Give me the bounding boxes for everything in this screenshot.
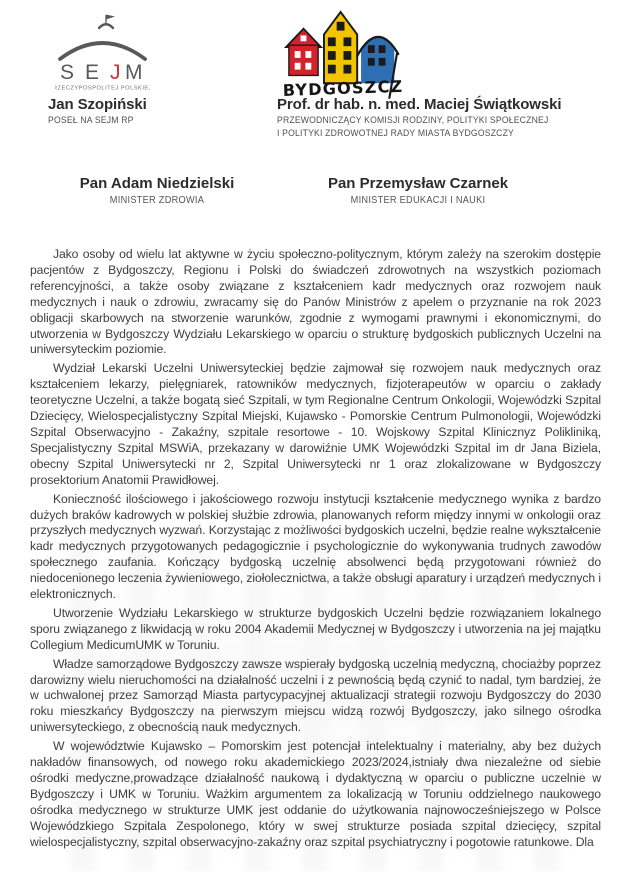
sejm-subtitle: RZECZYPOSPOLITEJ POLSKIEJ xyxy=(55,85,150,92)
recipient-left xyxy=(57,175,257,206)
bydgoszcz-wordmark: BYDGOSZCZ xyxy=(283,76,404,100)
paragraph-5: Władze samorządowe Bydgoszczy zawsze wspierały bydgoską uczelnią medyczną, chociażby poprzez darowizny wielu nieruchomości na działalność uczelni i z pewnością będą czynić to nadal, tym bardziej, że w uchwalonej przez Samorząd Miasta partycypacyjnej aktualizacji strategii rozwoju Bydgoszczy do 2030 roku mieszkańcy Bydgoszczy na pierwszym miejscu widzą rozwój Bydgoszczy, jako silnego ośrodka uniwersyteckiego, z obecnością nauk medycznych. xyxy=(30,656,601,735)
sejm-letter-e: E xyxy=(85,61,100,84)
sejm-dome-icon xyxy=(60,43,145,59)
bydgoszcz-logo-icon xyxy=(283,6,405,101)
sender-right-name: Prof. dr hab. n. med. Maciej Świątkowski xyxy=(277,96,562,113)
sejm-letter-s: S xyxy=(60,61,75,84)
sejm-lantern-icon xyxy=(99,24,113,28)
recipient-right xyxy=(303,175,533,206)
yellow-house-icon xyxy=(324,12,357,83)
paragraph-1: Jako osoby od wielu lat aktywne w życiu społeczno-politycznym, którym zależy na szerokim dostępie pacjentów z Bydgoszczy, Regionu i Polski do świadczeń zdrowotnych na wszystkich poziomach referencyjności, a także osoby związane z kształceniem kadr medycznych oraz rozwojem nauk medycznych i nauk o zdrowiu, zwracamy się do Panów Ministrów z apelem o przyznanie na rok 2023 obligacji skarbowych na stworzenie warunków, zgodnie z wymogami prawnymi i ekonomicznymi, do utworzenia w Bydgoszczy Wydziału Lekarskiego w oparciu o strukturę bydgoskich publicznych Uczelni na uniwersyteckim poziomie. xyxy=(30,247,601,357)
sejm-flag-icon xyxy=(106,15,115,20)
sender-left-title: POSEŁ NA SEJM RP xyxy=(48,115,134,125)
sender-left-name: Jan Szopiński xyxy=(48,96,147,113)
sejm-wordmark xyxy=(60,61,143,84)
paragraph-4: Utworzenie Wydziału Lekarskiego w strukturze bydgoskich Uczelni będzie rozwiązaniem lokalnego sporu związanego z likwidacją w roku 2004 Akademii Medycznej w Bydgoszczy i utworzenia na jej majątku Collegium MedicumUMK w Toruniu. xyxy=(30,605,601,652)
sender-right-title-line2: I POLITYKI ZDROWOTNEJ RADY MIASTA BYDGOSZCZY xyxy=(277,128,515,138)
paragraph-6: W województwie Kujawsko – Pomorskim jest potencjał intelektualny i materialny, aby bez dużych nakładów finansowych, od nowego roku akademickiego 2023/2024,istniały dwa niezależne od siebie ośrodki medyczne,prowadzące działalność naukową i dydaktyczną w oparciu o publiczne uczelnie w Bydgoszczy i UMK w Toruniu. Ważkim argumentem za lokalizacją w Toruniu oddzielnego naukowego ośrodka medycznego w strukturze UMK jest oddanie do użytkowania najnowocześniejszego w Polsce Wojewódzkiego Szpitala Zespolonego, który w swej strukturze posiada szpital dziecięcy, szpital wielospecjalistyczny, szpital obserwacyjno-zakaźny oraz szpital psychiatryczny i pogotowie ratunkowe. Dla xyxy=(30,739,601,849)
paragraph-3: Konieczność ilościowego i jakościowego rozwoju instytucji kształcenie medycznego wynika z bardzo dużych braków kadrowych w polskiej służbie zdrowia, planowanych reform między innymi w onkologii oraz przyszłych medycznych wyzwań. Korzystając z możliwości bydgoskich uczelni, będzie realne wykształcenie kadr medycznych przygotowanych pedagogicznie i psychologicznie do wykonywania trudnych zawodów społecznego zaufania. Kończący bydgoską uczelnię absolwenci będą przygotowani również do niedocenionego leczenia żywieniowego, ziołolecznictwa, a także obsługi aparatury i urządzeń medycznych i elektronicznych. xyxy=(30,491,601,602)
sender-right xyxy=(277,96,569,139)
bydgoszcz-logo xyxy=(283,6,405,106)
letter-body xyxy=(30,247,601,854)
recipient-right-name: Pan Przemysław Czarnek xyxy=(327,175,509,192)
recipient-right-title: MINISTER EDUKACJI I NAUKI xyxy=(350,195,486,206)
sejm-letter-j: J xyxy=(110,61,121,84)
sender-right-title-line1: PRZEWODNICZĄCY KOMISJI RODZINY, POLITYKI SPOŁECZNEJ xyxy=(277,115,549,125)
sejm-logo xyxy=(55,12,150,97)
paragraph-2: Wydział Lekarski Uczelni Uniwersyteckiej będzie zajmował się rozwojem nauk medycznych oraz kształceniem lekarzy, pielęgniarek, ratowników medycznych, fizjoterapeutów w oparciu o zakłady teoretyczne Uczelni, a także bogatą sieć Szpitali, w tym Regionalne Centrum Onkologii, Wojewódzki Szpital Dziecięcy, Wielospecjalistyczny Szpital Miejski, Kujawsko - Pomorskie Centrum Pulmonologii, Wojewódzki Szpital Obserwacyjno - Zakaźny, szpitale resortowe - 10. Wojskowy Szpital Klinicznyz Polikliniką, Specjalistyczny Szpital MSWiA, przekazany w darowiźnie UMK Wojewódzki Szpital im dr Jana Biziela, obecny Szpital Uniwersytecki nr 2, Szpital Uniwersytecki nr 1 oraz zlokalizowane w Bydgoszczy prosektorium Anatomii Prawidłowej. xyxy=(30,361,601,487)
recipient-left-title: MINISTER ZDROWIA xyxy=(109,195,205,206)
sejm-letter-m: M xyxy=(125,61,143,84)
sender-left xyxy=(48,96,147,126)
red-house-icon xyxy=(286,29,321,76)
sejm-logo-icon xyxy=(55,12,150,92)
recipient-left-name: Pan Adam Niedzielski xyxy=(79,175,235,192)
